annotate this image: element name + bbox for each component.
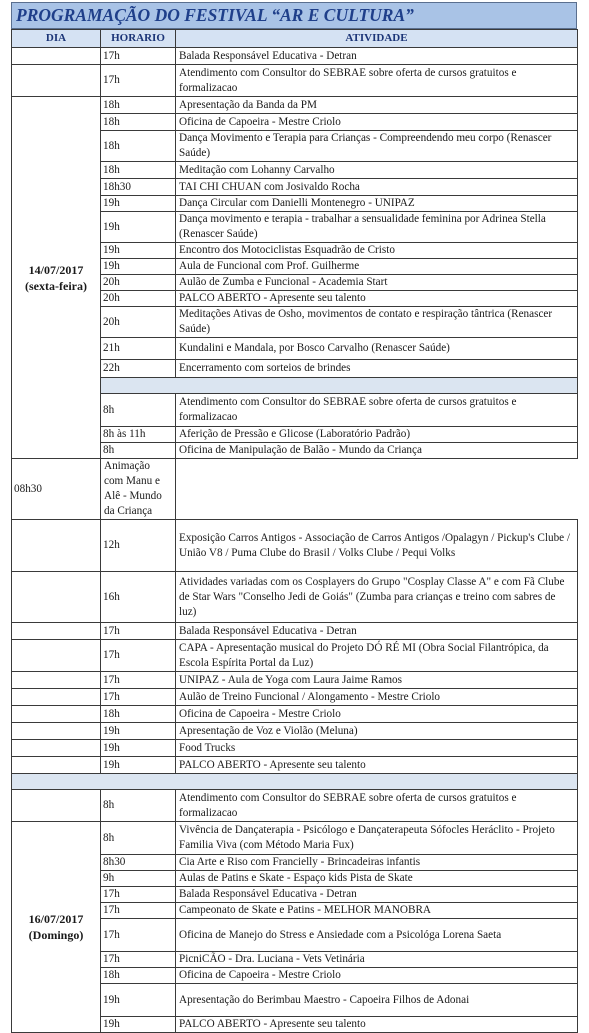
table-row — [12, 757, 578, 774]
table-row — [12, 65, 578, 97]
day-cell — [12, 740, 101, 757]
time-cell: 8h30 — [101, 855, 176, 871]
activity-cell: Dança movimento e terapia - trabalhar a sensualidade feminina por Adrinea Stella (Renascer Saúde) — [176, 212, 578, 243]
separator-cell — [101, 378, 578, 394]
time-cell: 18h30 — [101, 179, 176, 196]
time-cell: 9h — [101, 871, 176, 887]
time-cell: 17h — [101, 48, 176, 65]
activity-cell: Oficina de Manejo do Stress e Ansiedade com a Psicológa Lorena Saeta — [176, 919, 578, 952]
schedule-body — [12, 48, 578, 1033]
activity-cell: Vivência de Dançaterapia - Psicólogo e Dançaterapeuta Sófocles Heráclito - Projeto Familia Viva (com Método Maria Fux) — [176, 822, 578, 855]
day-date: 16/07/2017 — [28, 912, 84, 926]
table-row — [12, 459, 578, 520]
table-row — [12, 723, 578, 740]
activity-cell: Atendimento com Consultor do SEBRAE sobre oferta de cursos gratuitos e formalizacao — [176, 394, 578, 427]
table-row — [12, 623, 578, 640]
activity-cell: PALCO ABERTO - Apresente seu talento — [176, 757, 578, 774]
time-cell: 17h — [101, 672, 176, 689]
activity-cell: TAI CHI CHUAN com Josivaldo Rocha — [176, 179, 578, 196]
activity-cell: Atividades variadas com os Cosplayers do Grupo "Cosplay Classe A" e com Fã Clube de Star Wars "Conselho Jedi de Goiás" (Zumba para crianças e treino com sabres de luz) — [176, 572, 578, 623]
table-row — [12, 672, 578, 689]
day-cell — [12, 65, 101, 97]
activity-cell: Encontro dos Motociclistas Esquadrão de Cristo — [176, 243, 578, 259]
day-cell — [12, 689, 101, 706]
activity-cell: Oficina de Capoeira - Mestre Criolo — [176, 968, 578, 984]
time-cell: 8h — [101, 443, 176, 459]
time-cell: 8h — [101, 394, 176, 427]
activity-cell: Exposição Carros Antigos - Associação de Carros Antigos /Opalagyn / Pickup's Clube / União V8 / Puma Clube do Brasil / Volks Clube / Pequi Volks — [176, 520, 578, 572]
time-cell: 22h — [101, 360, 176, 378]
day-weekday: (Domingo) — [28, 928, 84, 942]
time-cell: 18h — [101, 706, 176, 723]
time-cell: 18h — [101, 97, 176, 114]
day-date: 14/07/2017 — [28, 262, 84, 277]
table-row — [12, 520, 578, 572]
activity-cell: Cia Arte e Riso com Francielly - Brincadeiras infantis — [176, 855, 578, 871]
day-cell — [12, 572, 101, 623]
time-cell: 18h — [101, 968, 176, 984]
time-cell: 18h — [101, 131, 176, 162]
activity-cell: Animação com Manu e Alê - Mundo da Criança — [101, 459, 176, 520]
day-cell — [12, 623, 101, 640]
day-cell — [12, 706, 101, 723]
activity-cell: Atendimento com Consultor do SEBRAE sobre oferta de cursos gratuitos e formalizacao — [176, 790, 578, 822]
time-cell: 19h — [101, 243, 176, 259]
time-cell: 18h — [101, 162, 176, 179]
activity-cell: Aulão de Treino Funcional / Alongamento - Mestre Criolo — [176, 689, 578, 706]
activity-cell: Oficina de Manipulação de Balão - Mundo da Criança — [176, 443, 578, 459]
activity-cell: UNIPAZ - Aula de Yoga com Laura Jaime Ramos — [176, 672, 578, 689]
activity-cell: Apresentação de Voz e Violão (Meluna) — [176, 723, 578, 740]
activity-cell: Oficina de Capoeira - Mestre Criolo — [176, 706, 578, 723]
activity-cell: Encerramento com sorteios de brindes — [176, 360, 578, 378]
table-row — [12, 48, 578, 65]
activity-cell: Aferição de Pressão e Glicose (Laboratório Padrão) — [176, 427, 578, 443]
activity-cell: Balada Responsável Educativa - Detran — [176, 623, 578, 640]
activity-cell: Balada Responsável Educativa - Detran — [176, 48, 578, 65]
day-cell — [12, 672, 101, 689]
time-cell: 17h — [101, 689, 176, 706]
time-cell: 20h — [101, 291, 176, 307]
day-cell — [12, 757, 101, 774]
time-cell: 21h — [101, 338, 176, 360]
activity-cell: Aula de Funcional com Prof. Guilherme — [176, 259, 578, 275]
activity-cell: Apresentação da Banda da PM — [176, 97, 578, 114]
activity-cell: Dança Circular com Danielli Montenegro - UNIPAZ — [176, 196, 578, 212]
time-cell: 19h — [101, 196, 176, 212]
time-cell: 8h — [101, 790, 176, 822]
time-cell: 19h — [101, 740, 176, 757]
time-cell: 19h — [101, 723, 176, 740]
activity-cell: Aulas de Patins e Skate - Espaço kids Pista de Skate — [176, 871, 578, 887]
activity-cell: PicniCÃO - Dra. Luciana - Vets Vetinária — [176, 952, 578, 968]
day-cell — [12, 520, 101, 572]
activity-cell: Meditações Ativas de Osho, movimentos de contato e respiração tântrica (Renascer Saúde) — [176, 307, 578, 338]
time-cell: 20h — [101, 275, 176, 291]
time-cell: 19h — [101, 212, 176, 243]
time-cell: 17h — [101, 65, 176, 97]
time-cell: 8h — [101, 822, 176, 855]
separator-cell — [12, 774, 578, 790]
activity-cell: Balada Responsável Educativa - Detran — [176, 887, 578, 903]
table-row — [12, 740, 578, 757]
day-cell — [12, 97, 101, 459]
activity-cell: Apresentação do Berimbau Maestro - Capoeira Filhos de Adonai — [176, 984, 578, 1017]
day-cell — [12, 48, 101, 65]
time-cell: 19h — [101, 1017, 176, 1033]
activity-cell: Campeonato de Skate e Patins - MELHOR MANOBRA — [176, 903, 578, 919]
day-weekday: (sexta-feira) — [25, 278, 87, 293]
activity-cell: Food Trucks — [176, 740, 578, 757]
table-row — [12, 97, 578, 114]
activity-cell: PALCO ABERTO - Apresente seu talento — [176, 1017, 578, 1033]
activity-cell: Meditação com Lohanny Carvalho — [176, 162, 578, 179]
activity-cell: CAPA - Apresentação musical do Projeto DÓ RÉ MI (Obra Social Filantrópica, da Escola Espírita Portal da Luz) — [176, 640, 578, 672]
time-cell: 17h — [101, 903, 176, 919]
table-row — [12, 689, 578, 706]
day-cell — [12, 790, 101, 822]
time-cell: 8h às 11h — [101, 427, 176, 443]
day-cell — [12, 640, 101, 672]
table-row — [12, 640, 578, 672]
day-cell — [12, 723, 101, 740]
activity-cell: Atendimento com Consultor do SEBRAE sobre oferta de cursos gratuitos e formalizacao — [176, 65, 578, 97]
table-row — [12, 706, 578, 723]
activity-cell: Dança Movimento e Terapia para Crianças - Compreendendo meu corpo (Renascer Saúde) — [176, 131, 578, 162]
activity-cell: Aulão de Zumba e Funcional - Academia Start — [176, 275, 578, 291]
page-title: PROGRAMAÇÃO DO FESTIVAL “AR E CULTURA” — [11, 2, 577, 29]
time-cell: 16h — [101, 572, 176, 623]
time-cell: 18h — [101, 114, 176, 131]
time-cell: 20h — [101, 307, 176, 338]
time-cell: 17h — [101, 887, 176, 903]
activity-cell: PALCO ABERTO - Apresente seu talento — [176, 291, 578, 307]
time-cell: 17h — [101, 952, 176, 968]
schedule-sheet — [11, 2, 577, 1033]
activity-cell: Kundalini e Mandala, por Bosco Carvalho (Renascer Saúde) — [176, 338, 578, 360]
column-header-dia: DIA — [12, 30, 101, 48]
time-cell: 19h — [101, 757, 176, 774]
day-separator-row — [12, 774, 578, 790]
schedule-table — [11, 29, 578, 1033]
column-header-atividade: ATIVIDADE — [176, 30, 578, 48]
header-row — [12, 30, 578, 48]
time-cell: 17h — [101, 623, 176, 640]
time-cell: 19h — [101, 259, 176, 275]
table-row — [12, 790, 578, 822]
table-row — [12, 572, 578, 623]
time-cell: 19h — [101, 984, 176, 1017]
column-header-horario: HORARIO — [101, 30, 176, 48]
time-cell: 17h — [101, 640, 176, 672]
time-cell: 08h30 — [12, 459, 101, 520]
time-cell: 12h — [101, 520, 176, 572]
table-row — [12, 822, 578, 855]
day-cell — [12, 822, 101, 1033]
activity-cell: Oficina de Capoeira - Mestre Criolo — [176, 114, 578, 131]
time-cell: 17h — [101, 919, 176, 952]
